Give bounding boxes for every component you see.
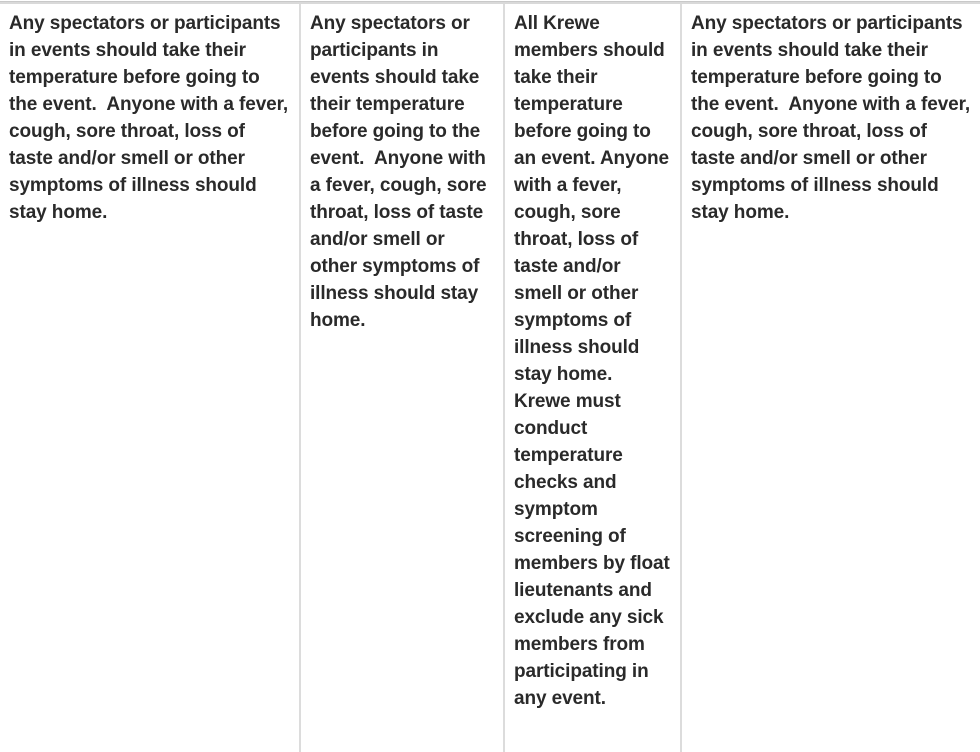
cell-text-column-2: Any spectators or participants in events should take their temperature before going to the event. Anyone with a fever, cough, sore throat, loss of taste and/or smell or other symptoms of illness should stay home. <box>310 13 492 331</box>
table-cell-column-4 <box>680 4 980 752</box>
cell-text-column-3: All Krewe members should take their temperature before going to an event. Anyone with a fever, cough, sore throat, loss of taste and/or smell or other symptoms of illness should stay home. Krewe must conduct temperature checks and symptom screening of members by float lieutenants and exclude any sick members from participating in any event. <box>514 13 675 709</box>
table-cell-column-1 <box>0 4 299 752</box>
cell-text-column-4: Any spectators or participants in events should take their temperature before going to the event. Anyone with a fever, cough, sore throat, loss of taste and/or smell or other symptoms of illness should stay home. <box>691 13 976 223</box>
table-row <box>0 4 980 752</box>
table-cell-column-3 <box>503 4 680 752</box>
cell-text-column-1: Any spectators or participants in events should take their temperature before going to the event. Anyone with a fever, cough, sore throat, loss of taste and/or smell or other symptoms of illness should stay home. <box>9 13 294 223</box>
table-cell-column-2 <box>299 4 503 752</box>
